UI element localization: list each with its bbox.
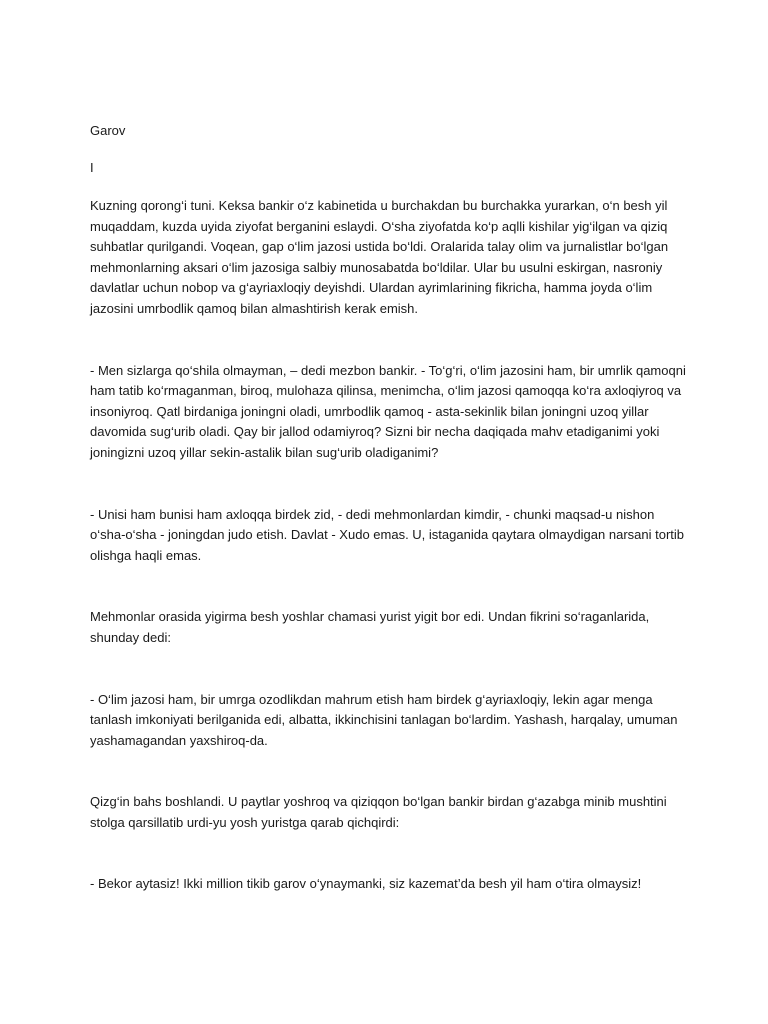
paragraph-7: - Bekor aytasiz! Ikki million tikib garov o‘ynaymanki, siz kazemat’da besh yil ham o‘tira olmaysiz!	[90, 876, 642, 892]
paragraph-2: - Men sizlarga qo‘shila olmayman, – dedi mezbon bankir. - To‘g‘ri, o‘lim jazosini ham, bir umrlik qamoqni ham tatib ko‘rmaganman, biroq, mulohaza qilinsa, menimcha, o‘lim jazosi qamoqqa ko‘ra axloqiyroq va insoniyroq. Qatl birdaniga joningni oladi, umrbodlik qamoq - asta-sekinlik bilan joningni uzoq yillar davomida sug‘urib oladi. Qay bir jallod odamiyroq? Sizni bir necha daqiqada mahv etadiganimi yoki joningizni uzoq yillar sekin-astalik bilan sug‘urib oladiganimi?	[90, 362, 686, 460]
paragraph-4: Mehmonlar orasida yigirma besh yoshlar chamasi yurist yigit bor edi. Undan fikrini so‘raganlarida, shunday dedi:	[90, 609, 650, 645]
document-title: Garov	[90, 123, 126, 138]
paragraph-3: - Unisi ham bunisi ham axloqqa birdek zid, - dedi mehmonlardan kimdir, - chunki maqsad-u nishon o‘sha-o‘sha - joningdan judo etish. Davlat - Xudo emas. U, istaganida qaytara olmaydigan narsani tortib olishga haqli emas.	[90, 506, 685, 563]
chapter-number: I	[90, 160, 94, 175]
paragraph-1: Kuzning qorong‘i tuni. Keksa bankir o‘z kabinetida u burchakdan bu burchakka yurarkan, o‘n besh yil muqaddam, kuzda uyida ziyofat berganini eslaydi. O‘sha ziyofatda ko‘p aqlli kishilar yig‘ilgan va qiziq suhbatlar qurilgandi. Voqean, gap o‘lim jazosi ustida bo‘ldi. Oralarida talay olim va jurnalistlar bo‘lgan mehmonlarning aksari o‘lim jazosiga salbiy munosabatda bo‘ldilar. Ular bu usulni eskirgan, nasroniy davlatlar uchun nobop va g‘ayriaxloqiy deyishdi. Ulardan ayrimlarining fikricha, hamma joyda o‘lim jazosini umrbodlik qamoq bilan almashtirish kerak emish.	[90, 198, 669, 316]
paragraph-6: Qizg‘in bahs boshlandi. U paytlar yoshroq va qiziqqon bo‘lgan bankir birdan g‘azabga minib mushtini stolga qarsillatib urdi-yu yosh yuristga qarab qichqirdi:	[90, 794, 667, 830]
document-page	[90, 120, 690, 895]
paragraph-5: - O‘lim jazosi ham, bir umrga ozodlikdan mahrum etish ham birdek g‘ayriaxloqiy, lekin agar menga tanlash imkoniyati berilganida edi, albatta, ikkinchisini tanlagan bo‘lardim. Yashash, harqalay, umuman yashamagandan yaxshiroq-da.	[90, 691, 678, 748]
